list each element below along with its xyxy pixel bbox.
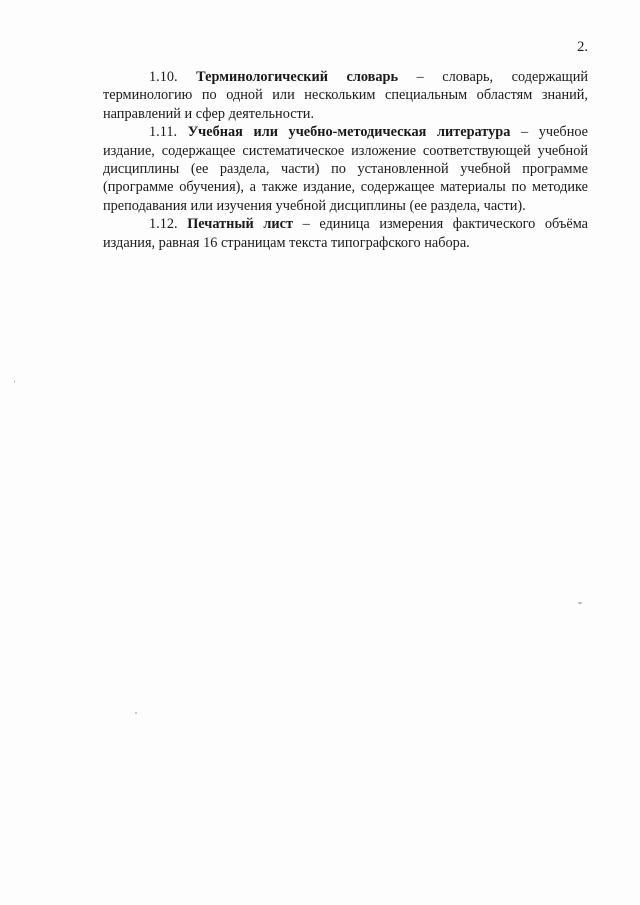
clause-number: 1.10. [149,69,178,85]
scan-speck [135,712,137,714]
defined-term: Учебная или учебно-методическая литература [187,124,511,141]
scan-speck [14,380,15,383]
definition-text: – учебное издание, содержащее систематическое изложение соответствующей учебной дисциплины (ее раздела, части) по установленной учебной программе (программе обучения), а также издание, содержащее материалы по методике преподавания или изучения учебной дисциплины (ее раздела, части). [103,124,589,214]
defined-term: Терминологический словарь [196,69,399,85]
definition-paragraph-1-12 [103,215,588,252]
definition-paragraph-1-10 [103,68,588,123]
defined-term: Печатный лист [187,216,294,233]
definition-paragraph-1-11 [103,123,588,215]
page-number: 2. [577,39,588,55]
definition-text: – единица измерения фактического объёма издания, равная 16 страницам текста типографского набора. [103,216,588,251]
clause-number: 1.11. [149,124,178,141]
definition-text: – словарь, содержащий терминологию по одной или нескольким специальным областям знаний, направлений и сфер деятельности. [103,69,588,122]
document-body [103,68,588,252]
scan-speck [578,602,582,604]
clause-number: 1.12. [149,216,178,233]
